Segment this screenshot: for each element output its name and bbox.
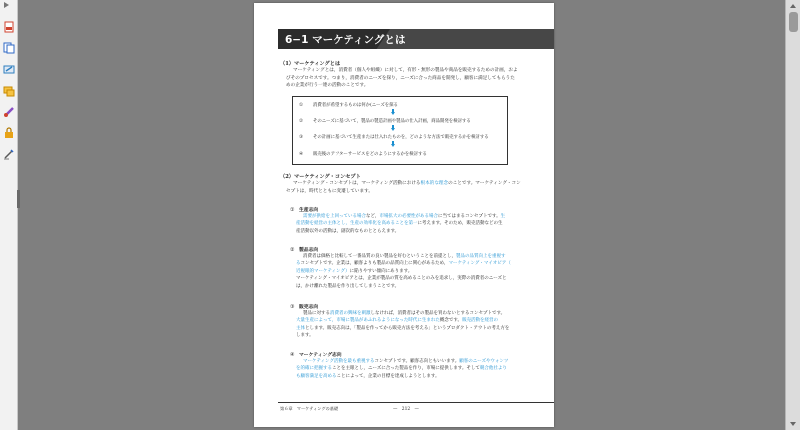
body-text: とします。販売志向は，「製品を作ってから販売方法を考える」というプロダクト・アウトの考え方を <box>305 325 510 331</box>
concept-line <box>296 310 531 317</box>
concept-line <box>296 220 531 227</box>
body-text: マーケティング・マイオピアとは，企業が製品の質を高めることのみを追求し，実際の消費者のニーズと <box>296 276 507 282</box>
section1-body <box>286 67 526 90</box>
highlighted-text: 主体 <box>296 325 305 331</box>
section2-body: マーケティング・コンセプトは，マーケティング活動における根本的な理念のことです。マーケティング・コン セプトは，時代とともに変遷しています。 <box>286 180 526 195</box>
concept-line <box>296 373 531 380</box>
section2-heading: （2）マーケティング・コンセプト <box>280 174 361 180</box>
body-text: コンセプトです。企業は，顧客よりも製品の品質向上に関心があるため， <box>300 261 449 267</box>
body-text: に当てはまるコンセプトです。 <box>438 214 501 219</box>
concept-line <box>296 365 531 372</box>
highlighted-text: 消費者の興味を刺激 <box>330 311 371 316</box>
concept-line <box>296 260 531 267</box>
body-text: ことを主眼とし，ニーズに合った製品を作り，市場に提供します。そして <box>332 366 480 372</box>
body-text: 概念です。 <box>439 318 463 324</box>
section1-line: めの企業が行う一連の活動のことです。 <box>286 83 369 89</box>
concept-line <box>296 358 531 365</box>
body-text: に陥りやすい傾向にあります。 <box>349 268 413 274</box>
concept-line <box>296 213 531 220</box>
body-text: します。 <box>296 333 314 339</box>
highlighted-text: マーケティング活動を最も重視する <box>303 359 375 364</box>
concept-heading: ① 生産志向 <box>290 207 319 213</box>
concept-body <box>296 310 531 340</box>
concept-line <box>296 228 531 235</box>
section1-line: マーケティングとは，消費者（個人や組織）に対して，有形・無形の製品や商品を販売するための計画，およ <box>293 68 518 73</box>
concept-heading: ④ マーケティング志向 <box>290 352 342 358</box>
concept-line <box>296 275 531 282</box>
body-text: は，かけ離れた製品を作り出してしまうことです。 <box>296 283 400 289</box>
vertical-scrollbar[interactable] <box>785 0 800 430</box>
comment-icon[interactable] <box>2 84 15 97</box>
body-text: 産活動以外の活動は，副次的なものととらえます。 <box>296 228 400 234</box>
scroll-thumb[interactable] <box>789 12 798 32</box>
footer-chapter: 第６章 マーケティングの基礎 <box>280 406 339 411</box>
fill-sign-icon[interactable] <box>2 147 15 160</box>
flow-step: ③ その計画に基づいて生産または仕入れたものを，どのような方法で販売するかを検討する <box>299 135 489 140</box>
highlighted-text: 産活動を経営の主体とし，生産の効率化を高めることを第一 <box>296 221 418 227</box>
concept-line <box>296 283 531 290</box>
body-text: など， <box>366 214 380 219</box>
flow-step: ④ 販売後のアフターサービスをどのようにするかを検討する <box>299 152 427 157</box>
footer-rule <box>278 402 554 403</box>
body-text: 消費者は価格と比較して一番品質の良い製品を好むということを前提とし， <box>303 254 456 259</box>
marketing-flow-box <box>292 96 508 165</box>
page-number: — 212 — <box>393 407 419 412</box>
flow-arrow-icon <box>391 109 395 115</box>
export-pdf-icon[interactable] <box>2 20 15 33</box>
tools-sidebar <box>0 0 18 430</box>
scroll-up-icon[interactable] <box>790 4 796 8</box>
chapter-banner <box>278 29 554 49</box>
highlighted-text: 大量生産によって，市場に製品があふれるようになった時代に生まれた <box>296 318 440 324</box>
flow-step: ① 消費者が希望するものは何か(ニーズを探る <box>299 103 398 108</box>
highlighted-text: 競合他社より <box>479 366 507 372</box>
concept-body <box>296 358 531 380</box>
document-page <box>254 3 554 427</box>
body-text: 製品に対する <box>303 311 330 316</box>
highlighted-text: 需要が供給を上回っている場合 <box>303 214 366 219</box>
section1-line: びそのプロセスです。つまり，消費者のニーズを探り，ニーズに合った商品を開発し，顧客に満足してもらうた <box>286 75 515 81</box>
highlighted-text: も顧客満足を高める <box>296 373 337 379</box>
flow-arrow-icon <box>391 125 395 131</box>
highlighted-text: マーケティング・マイオピア（ <box>448 261 511 267</box>
body-text: に考えます。そのため，販売活動などの生 <box>417 221 503 227</box>
chapter-title: 6−1 マーケティングとは <box>285 34 406 46</box>
concept-heading: ③ 販売志向 <box>290 304 319 310</box>
protect-icon[interactable] <box>2 126 15 139</box>
edit-pdf-icon[interactable] <box>2 62 15 75</box>
highlighted-text: 生 <box>500 214 506 219</box>
body-text: コンセプトです。顧客志向ともいいます。 <box>374 359 460 364</box>
highlighted-text: 販売活動を経営の <box>462 318 499 324</box>
concept-line <box>296 317 531 324</box>
concept-line <box>296 268 531 275</box>
section1-heading: （1）マーケティングとは <box>280 61 341 67</box>
highlighted-text: 製品の品質向上を重視す <box>456 254 506 259</box>
scroll-down-icon[interactable] <box>790 422 796 426</box>
concept-line <box>296 332 531 339</box>
body-text: しなければ，消費者はその製品を買わないとするコンセプトです。 <box>370 311 506 316</box>
combine-files-icon[interactable] <box>2 105 15 118</box>
panel-resize-handle[interactable] <box>17 190 20 208</box>
concept-line <box>296 253 531 260</box>
highlighted-text: 近視眼的マーケティング） <box>296 268 350 274</box>
concept-body <box>296 213 531 235</box>
flow-step: ② そのニーズに基づいて，製品の製造計画や製品の仕入計画，商品開発を検討する <box>299 119 471 124</box>
flow-arrow-icon <box>391 141 395 147</box>
section2-line: セプトは，時代とともに変遷しています。 <box>286 188 373 194</box>
concept-line <box>296 325 531 332</box>
highlighted-text: 顧客のニーズやウォンツ <box>459 359 509 364</box>
highlighted-text: る <box>296 261 301 267</box>
concept-body <box>296 253 531 290</box>
body-text: ことによって，企業の目標を達成しようとします。 <box>336 373 440 379</box>
create-pdf-icon[interactable] <box>2 41 15 54</box>
highlighted-text: 市場拡大の必要性がある場合 <box>379 214 438 219</box>
expand-panel-icon[interactable] <box>4 2 9 8</box>
concept-heading: ② 製品志向 <box>290 247 319 253</box>
highlighted-text: を的確に把握する <box>296 366 332 372</box>
